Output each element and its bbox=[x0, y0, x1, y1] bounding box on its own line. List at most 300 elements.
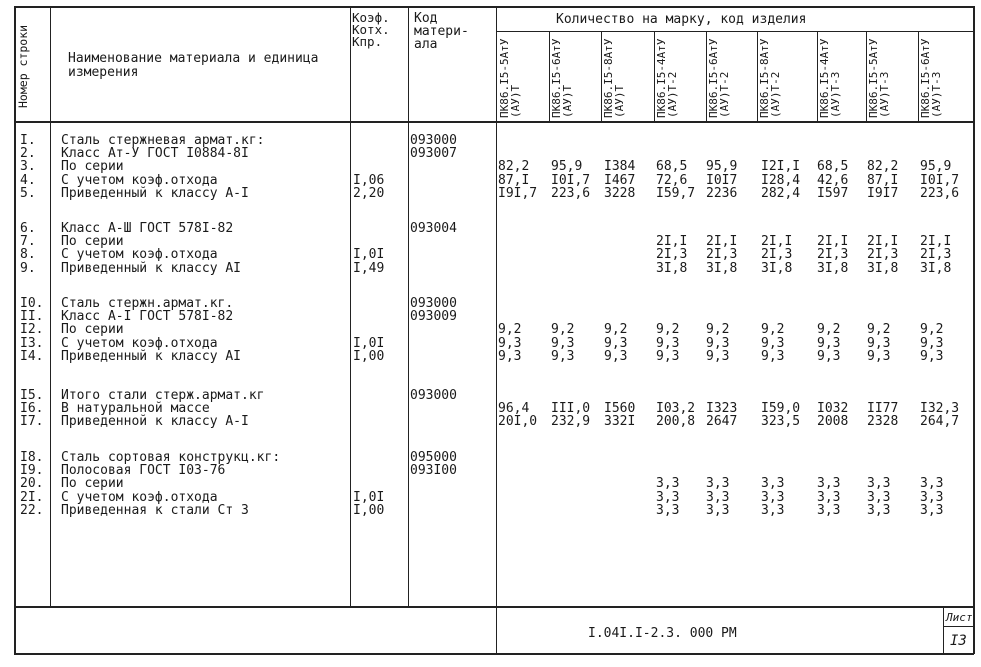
row-numbers-line: 8. bbox=[20, 247, 36, 263]
col-line-4 bbox=[496, 6, 497, 654]
value-column-line bbox=[498, 477, 550, 490]
value-column-line: 3,3 bbox=[761, 502, 785, 518]
material-code-header bbox=[414, 12, 494, 51]
value-column-line: 3,3 bbox=[761, 489, 785, 505]
value-column-line bbox=[706, 134, 758, 147]
value-column-line bbox=[551, 262, 603, 275]
value-column-line bbox=[498, 235, 550, 248]
material-codes bbox=[410, 389, 494, 429]
value-column bbox=[706, 134, 758, 200]
value-column bbox=[498, 222, 550, 275]
coef-header bbox=[352, 12, 408, 48]
coefficients-line: I,00 bbox=[353, 502, 385, 518]
value-column bbox=[604, 451, 656, 517]
coefficients bbox=[353, 451, 407, 517]
value-column-line: 3,3 bbox=[656, 489, 680, 505]
coefficients-line bbox=[353, 451, 407, 464]
value-column-line: 3I,8 bbox=[920, 260, 952, 276]
material-names bbox=[61, 451, 347, 517]
value-column-line: I59,0 bbox=[761, 401, 801, 417]
value-column bbox=[920, 451, 972, 517]
value-column-line bbox=[498, 451, 550, 464]
row-numbers-line: 2. bbox=[20, 146, 36, 162]
value-column-line bbox=[817, 451, 869, 464]
material-names-line: Сталь стержн.армат.кг. bbox=[61, 296, 234, 311]
coefficients-line bbox=[353, 477, 407, 490]
value-column bbox=[551, 451, 603, 517]
row-numbers bbox=[20, 222, 50, 275]
coefficients-line bbox=[353, 310, 407, 323]
material-codes bbox=[410, 134, 494, 200]
value-column-line: 3228 bbox=[604, 185, 636, 201]
material-names-line: С учетом коэф.отхода bbox=[61, 172, 218, 188]
material-name-header bbox=[68, 52, 338, 80]
value-column-line bbox=[551, 451, 603, 464]
material-names-line: Приведенной к классу А-I bbox=[61, 414, 249, 430]
value-column-line bbox=[656, 134, 708, 147]
sheet-number: I3 bbox=[950, 633, 967, 649]
document-code: I.04I.I-2.3. 000 РМ bbox=[588, 626, 737, 641]
coefficients-line bbox=[353, 464, 407, 477]
value-column-line: I0I,7 bbox=[920, 172, 960, 188]
value-column bbox=[817, 297, 869, 363]
value-column-line: 3,3 bbox=[867, 476, 891, 492]
value-column-line: 3,3 bbox=[920, 489, 944, 505]
row-numbers-line: I0. bbox=[20, 296, 44, 311]
value-column-line: 42,6 bbox=[817, 172, 849, 188]
value-column-line: 9,3 bbox=[604, 335, 628, 351]
frame-bottom bbox=[14, 653, 974, 655]
product-header-1: ПК86.I5-5АтУ (АУ)Т bbox=[498, 38, 522, 118]
value-column-line: 264,7 bbox=[920, 414, 960, 430]
material-names-line: С учетом коэф.отхода bbox=[61, 335, 218, 351]
value-column-line: 9,3 bbox=[551, 335, 575, 351]
product-header-6: ПК86.I5-8АтУ (АУ)Т-2 bbox=[758, 38, 782, 118]
material-codes-line bbox=[410, 160, 494, 173]
value-column-line: 2I,3 bbox=[920, 247, 952, 263]
material-names bbox=[61, 134, 347, 200]
value-column-line: 3,3 bbox=[817, 476, 841, 492]
material-names-line: Итого стали стерж.армат.кг bbox=[61, 388, 265, 403]
value-column-line: 9,3 bbox=[920, 348, 944, 364]
value-column-line: 68,5 bbox=[817, 159, 849, 175]
value-column-line: I0I,7 bbox=[551, 172, 591, 188]
value-column bbox=[920, 389, 972, 429]
material-names-line: Приведенная к стали Ст 3 bbox=[61, 502, 249, 518]
value-column-line: 3,3 bbox=[706, 502, 730, 518]
value-column bbox=[551, 134, 603, 200]
value-column-line: 9,3 bbox=[867, 348, 891, 364]
material-names-line: Приведенный к классу АI bbox=[61, 348, 242, 364]
value-column-line: 223,6 bbox=[920, 185, 960, 201]
value-column-line bbox=[920, 451, 972, 464]
value-column-line: 9,2 bbox=[817, 322, 841, 338]
coefficients-line bbox=[353, 222, 407, 235]
row-numbers-line: 4. bbox=[20, 172, 36, 188]
coefficients-line: 2,20 bbox=[353, 185, 385, 201]
value-column bbox=[656, 222, 708, 275]
material-codes-line bbox=[410, 187, 494, 200]
value-column-line bbox=[817, 297, 869, 310]
product-header-2: ПК86.I5-6АтУ (АУ)Т bbox=[550, 38, 574, 118]
material-names-line: С учетом коэф.отхода bbox=[61, 489, 218, 505]
value-column-line bbox=[551, 297, 603, 310]
value-column bbox=[656, 297, 708, 363]
value-column bbox=[604, 134, 656, 200]
coefficients bbox=[353, 222, 407, 275]
value-column-line: 9,2 bbox=[761, 322, 785, 338]
row-numbers-line: 2I. bbox=[20, 489, 44, 505]
value-column-line: 323,5 bbox=[761, 414, 801, 430]
row-numbers-line: 20. bbox=[20, 476, 44, 492]
coefficients-line bbox=[353, 134, 407, 147]
value-column-line: 3I,8 bbox=[706, 260, 738, 276]
value-column bbox=[551, 222, 603, 275]
material-names bbox=[61, 389, 347, 429]
value-column-line: 95,9 bbox=[706, 159, 738, 175]
coefficients-line: I,0I bbox=[353, 489, 385, 505]
value-column-line: 9,3 bbox=[706, 335, 730, 351]
value-column-line: 82,2 bbox=[498, 159, 530, 175]
row-numbers bbox=[20, 389, 50, 429]
value-column-line bbox=[867, 297, 919, 310]
material-names-line: По серии bbox=[61, 322, 124, 338]
value-column-line: 2236 bbox=[706, 185, 738, 201]
value-column-line bbox=[920, 134, 972, 147]
value-column-line: 9,3 bbox=[498, 335, 522, 351]
material-codes bbox=[410, 297, 494, 363]
row-numbers-line: II. bbox=[20, 309, 44, 325]
value-column bbox=[761, 297, 813, 363]
value-column bbox=[920, 222, 972, 275]
value-column-line bbox=[761, 134, 813, 147]
value-column bbox=[604, 297, 656, 363]
value-column-line: 9,3 bbox=[761, 348, 785, 364]
value-column-line: 2647 bbox=[706, 414, 738, 430]
value-column-line: 9,2 bbox=[551, 322, 575, 338]
value-column-line: 9,3 bbox=[656, 335, 680, 351]
value-column-line: 9,2 bbox=[604, 322, 628, 338]
value-column-line: I467 bbox=[604, 172, 636, 188]
value-column bbox=[498, 389, 550, 429]
row-numbers-line: I5. bbox=[20, 388, 44, 403]
row-numbers-line: 6. bbox=[20, 221, 36, 236]
value-column-line bbox=[498, 504, 550, 517]
coef-text: Коэф. Котх. Кпр. bbox=[352, 10, 390, 49]
material-codes-line bbox=[410, 262, 494, 275]
material-codes-line bbox=[410, 504, 494, 517]
material-codes bbox=[410, 222, 494, 275]
value-column-line bbox=[498, 248, 550, 261]
value-column-line bbox=[498, 491, 550, 504]
coefficients-line: I,49 bbox=[353, 260, 385, 276]
row-numbers-line: 9. bbox=[20, 260, 36, 276]
footer-top-line bbox=[14, 606, 974, 608]
value-column-line: 3,3 bbox=[920, 476, 944, 492]
value-column-line: 2I,I bbox=[656, 234, 688, 250]
quantity-title-divider bbox=[496, 31, 974, 32]
value-column-line: I59,7 bbox=[656, 185, 696, 201]
value-column-line bbox=[604, 222, 656, 235]
value-column-line: 3I,8 bbox=[867, 260, 899, 276]
material-codes-line: 093000 bbox=[410, 133, 457, 148]
col-line-3 bbox=[408, 6, 409, 606]
value-column bbox=[867, 451, 919, 517]
value-column bbox=[867, 389, 919, 429]
value-column bbox=[706, 222, 758, 275]
value-column-line bbox=[867, 451, 919, 464]
value-column-line: 3,3 bbox=[706, 489, 730, 505]
material-codes-line bbox=[410, 235, 494, 248]
row-numbers bbox=[20, 134, 50, 200]
value-column-line bbox=[656, 297, 708, 310]
value-column-line: I2I,I bbox=[761, 159, 801, 175]
material-codes bbox=[410, 451, 494, 517]
value-column-line: 200,8 bbox=[656, 414, 696, 430]
value-column bbox=[498, 451, 550, 517]
value-column bbox=[706, 451, 758, 517]
value-column bbox=[604, 222, 656, 275]
value-column-line bbox=[551, 134, 603, 147]
coefficients-line: I,0I bbox=[353, 335, 385, 351]
row-numbers bbox=[20, 297, 50, 363]
value-column bbox=[656, 451, 708, 517]
value-column bbox=[867, 297, 919, 363]
value-column-line bbox=[604, 504, 656, 517]
product-header-7: ПК86.I5-4АтУ (АУ)Т-3 bbox=[818, 38, 842, 118]
value-column-line: 3,3 bbox=[867, 502, 891, 518]
value-column-line bbox=[551, 235, 603, 248]
material-names-line: Полосовая ГОСТ I03-76 bbox=[61, 463, 226, 479]
value-column-line: 2I,3 bbox=[706, 247, 738, 263]
value-column-line: I9I7 bbox=[867, 185, 899, 201]
value-column-line: 96,4 bbox=[498, 401, 530, 417]
material-names-line: С учетом коэф.отхода bbox=[61, 247, 218, 263]
product-header-4: ПК86.I5-4АтУ (АУ)Т-2 bbox=[655, 38, 679, 118]
value-column-line bbox=[498, 297, 550, 310]
value-column bbox=[498, 134, 550, 200]
row-numbers-line: 22. bbox=[20, 502, 44, 518]
value-column-line bbox=[604, 297, 656, 310]
value-column-line: 95,9 bbox=[551, 159, 583, 175]
value-column-line: 9,3 bbox=[551, 348, 575, 364]
value-column-line bbox=[604, 477, 656, 490]
frame-right bbox=[973, 6, 975, 654]
material-codes-line: 093000 bbox=[410, 388, 457, 403]
value-column-line: 9,3 bbox=[706, 348, 730, 364]
value-column-line: 3,3 bbox=[817, 502, 841, 518]
material-names-line: Сталь стержневая армат.кг: bbox=[61, 133, 265, 148]
value-column-line: 3,3 bbox=[656, 476, 680, 492]
value-column-line: I560 bbox=[604, 401, 636, 417]
coefficients-line bbox=[353, 147, 407, 160]
value-column-line: 3,3 bbox=[867, 489, 891, 505]
value-column-line: 332I bbox=[604, 414, 636, 430]
value-column bbox=[867, 222, 919, 275]
value-column-line bbox=[656, 451, 708, 464]
material-codes-line: 095000 bbox=[410, 450, 457, 465]
coefficients-line bbox=[353, 415, 407, 428]
material-codes-line: 093007 bbox=[410, 146, 457, 162]
coefficients-line bbox=[353, 402, 407, 415]
value-column-line: 2008 bbox=[817, 414, 849, 430]
value-column-line: 9,3 bbox=[761, 335, 785, 351]
value-column bbox=[551, 297, 603, 363]
value-column-line bbox=[498, 262, 550, 275]
material-codes-line: 093009 bbox=[410, 309, 457, 325]
value-column-line: 9,2 bbox=[656, 322, 680, 338]
value-column-line: 9,3 bbox=[817, 335, 841, 351]
value-column-line bbox=[604, 262, 656, 275]
value-column-line: I9I,7 bbox=[498, 185, 538, 201]
row-numbers-line: 7. bbox=[20, 234, 36, 250]
material-names-line: По серии bbox=[61, 476, 124, 492]
material-codes-line bbox=[410, 174, 494, 187]
row-number-header: Номер строки bbox=[16, 24, 30, 108]
material-codes-line bbox=[410, 248, 494, 261]
value-column-line: III,0 bbox=[551, 401, 591, 417]
value-column-line: 2328 bbox=[867, 414, 899, 430]
value-column-line bbox=[551, 477, 603, 490]
material-codes-line bbox=[410, 491, 494, 504]
coefficients bbox=[353, 297, 407, 363]
value-column-line: 9,2 bbox=[920, 322, 944, 338]
value-column-line: 2I,3 bbox=[761, 247, 793, 263]
value-column-line: 2I,3 bbox=[867, 247, 899, 263]
material-name-text: Наименование материала и единица измерения bbox=[68, 51, 319, 80]
value-column-line: 2I,I bbox=[761, 234, 793, 250]
value-column-line: 223,6 bbox=[551, 185, 591, 201]
material-codes-line bbox=[410, 350, 494, 363]
value-column-line: 3,3 bbox=[817, 489, 841, 505]
value-column-line: II77 bbox=[867, 401, 899, 417]
value-column-line: 3,3 bbox=[706, 476, 730, 492]
material-codes-line: 093000 bbox=[410, 296, 457, 311]
value-column-line: I032 bbox=[817, 401, 849, 417]
quantity-title: Количество на марку, код изделия bbox=[556, 12, 807, 27]
value-column-line bbox=[761, 297, 813, 310]
value-column-line: I597 bbox=[817, 185, 849, 201]
value-column bbox=[761, 222, 813, 275]
material-names-line: Сталь сортовая конструкц.кг: bbox=[61, 450, 281, 465]
value-column-line: 87,I bbox=[867, 172, 899, 188]
value-column-line: 2I,3 bbox=[817, 247, 849, 263]
value-column-line: I323 bbox=[706, 401, 738, 417]
value-column-line bbox=[498, 464, 550, 477]
value-column bbox=[920, 297, 972, 363]
coefficients bbox=[353, 389, 407, 429]
coefficients-line bbox=[353, 389, 407, 402]
value-column bbox=[706, 389, 758, 429]
material-names-line: Приведенный к классу АI bbox=[61, 260, 242, 276]
value-column-line bbox=[604, 134, 656, 147]
row-numbers-line: I2. bbox=[20, 322, 44, 338]
value-column-line: 9,3 bbox=[656, 348, 680, 364]
value-column bbox=[867, 134, 919, 200]
value-column-line: 95,9 bbox=[920, 159, 952, 175]
value-column-line: 282,4 bbox=[761, 185, 801, 201]
material-codes-line: 093I00 bbox=[410, 463, 457, 479]
material-names-line: Класс А-Ш ГОСТ 578I-82 bbox=[61, 221, 234, 236]
value-column-line: 3I,8 bbox=[656, 260, 688, 276]
sheet-label: Лист bbox=[946, 611, 973, 624]
value-column-line bbox=[551, 248, 603, 261]
value-column bbox=[604, 389, 656, 429]
value-column-line: 2I,I bbox=[867, 234, 899, 250]
value-column-line: 2I,I bbox=[706, 234, 738, 250]
value-column bbox=[761, 134, 813, 200]
value-column-line bbox=[761, 451, 813, 464]
row-numbers-line: I. bbox=[20, 133, 36, 148]
value-column-line: 3I,8 bbox=[817, 260, 849, 276]
value-column-line: 3,3 bbox=[920, 502, 944, 518]
value-column-line bbox=[498, 222, 550, 235]
value-column-line: I03,2 bbox=[656, 401, 696, 417]
value-column bbox=[656, 134, 708, 200]
material-names-line: В натуральной массе bbox=[61, 401, 210, 417]
row-numbers bbox=[20, 451, 50, 517]
coefficients-line bbox=[353, 160, 407, 173]
value-column-line: 3,3 bbox=[761, 476, 785, 492]
value-column-line: 68,5 bbox=[656, 159, 688, 175]
value-column-line: 9,3 bbox=[867, 335, 891, 351]
value-column-line bbox=[604, 235, 656, 248]
col-line-2 bbox=[350, 6, 351, 606]
value-column-line: 9,2 bbox=[498, 322, 522, 338]
material-names-line: Класс А-I ГОСТ 578I-82 bbox=[61, 309, 234, 325]
frame-top bbox=[14, 6, 974, 8]
value-column-line: 3,3 bbox=[656, 502, 680, 518]
value-column-line bbox=[551, 504, 603, 517]
value-column bbox=[551, 389, 603, 429]
value-column-line: 9,3 bbox=[920, 335, 944, 351]
value-column-line: 82,2 bbox=[867, 159, 899, 175]
material-codes-line bbox=[410, 477, 494, 490]
sheet-box-left bbox=[943, 606, 944, 654]
value-column-line bbox=[920, 297, 972, 310]
material-codes-line: 093004 bbox=[410, 221, 457, 236]
value-column-line: 2I,I bbox=[817, 234, 849, 250]
value-column-line: I0I7 bbox=[706, 172, 738, 188]
value-column-line: I384 bbox=[604, 159, 636, 175]
value-column-line: I28,4 bbox=[761, 172, 801, 188]
value-column-line bbox=[817, 134, 869, 147]
material-names-line: Приведенный к классу А-I bbox=[61, 185, 249, 201]
value-column-line bbox=[706, 451, 758, 464]
value-column bbox=[761, 389, 813, 429]
sheet-box-mid bbox=[943, 626, 974, 627]
col-line-1 bbox=[50, 6, 51, 606]
value-column-line bbox=[604, 491, 656, 504]
value-column-line: 72,6 bbox=[656, 172, 688, 188]
value-column-line bbox=[551, 464, 603, 477]
material-names-line: По серии bbox=[61, 159, 124, 175]
row-numbers-line: I7. bbox=[20, 414, 44, 430]
coefficients-line: I,0I bbox=[353, 247, 385, 263]
value-column-line: 87,I bbox=[498, 172, 530, 188]
value-column-line: 2I,3 bbox=[656, 247, 688, 263]
value-column bbox=[706, 297, 758, 363]
value-column bbox=[656, 389, 708, 429]
product-header-3: ПК86.I5-8АтУ (АУ)Т bbox=[602, 38, 626, 118]
material-codes-line bbox=[410, 323, 494, 336]
value-column bbox=[920, 134, 972, 200]
coefficients bbox=[353, 134, 407, 200]
value-column-line: 3I,8 bbox=[761, 260, 793, 276]
coefficients-line: I,06 bbox=[353, 172, 385, 188]
value-column-line bbox=[706, 297, 758, 310]
value-column-line: 9,2 bbox=[867, 322, 891, 338]
